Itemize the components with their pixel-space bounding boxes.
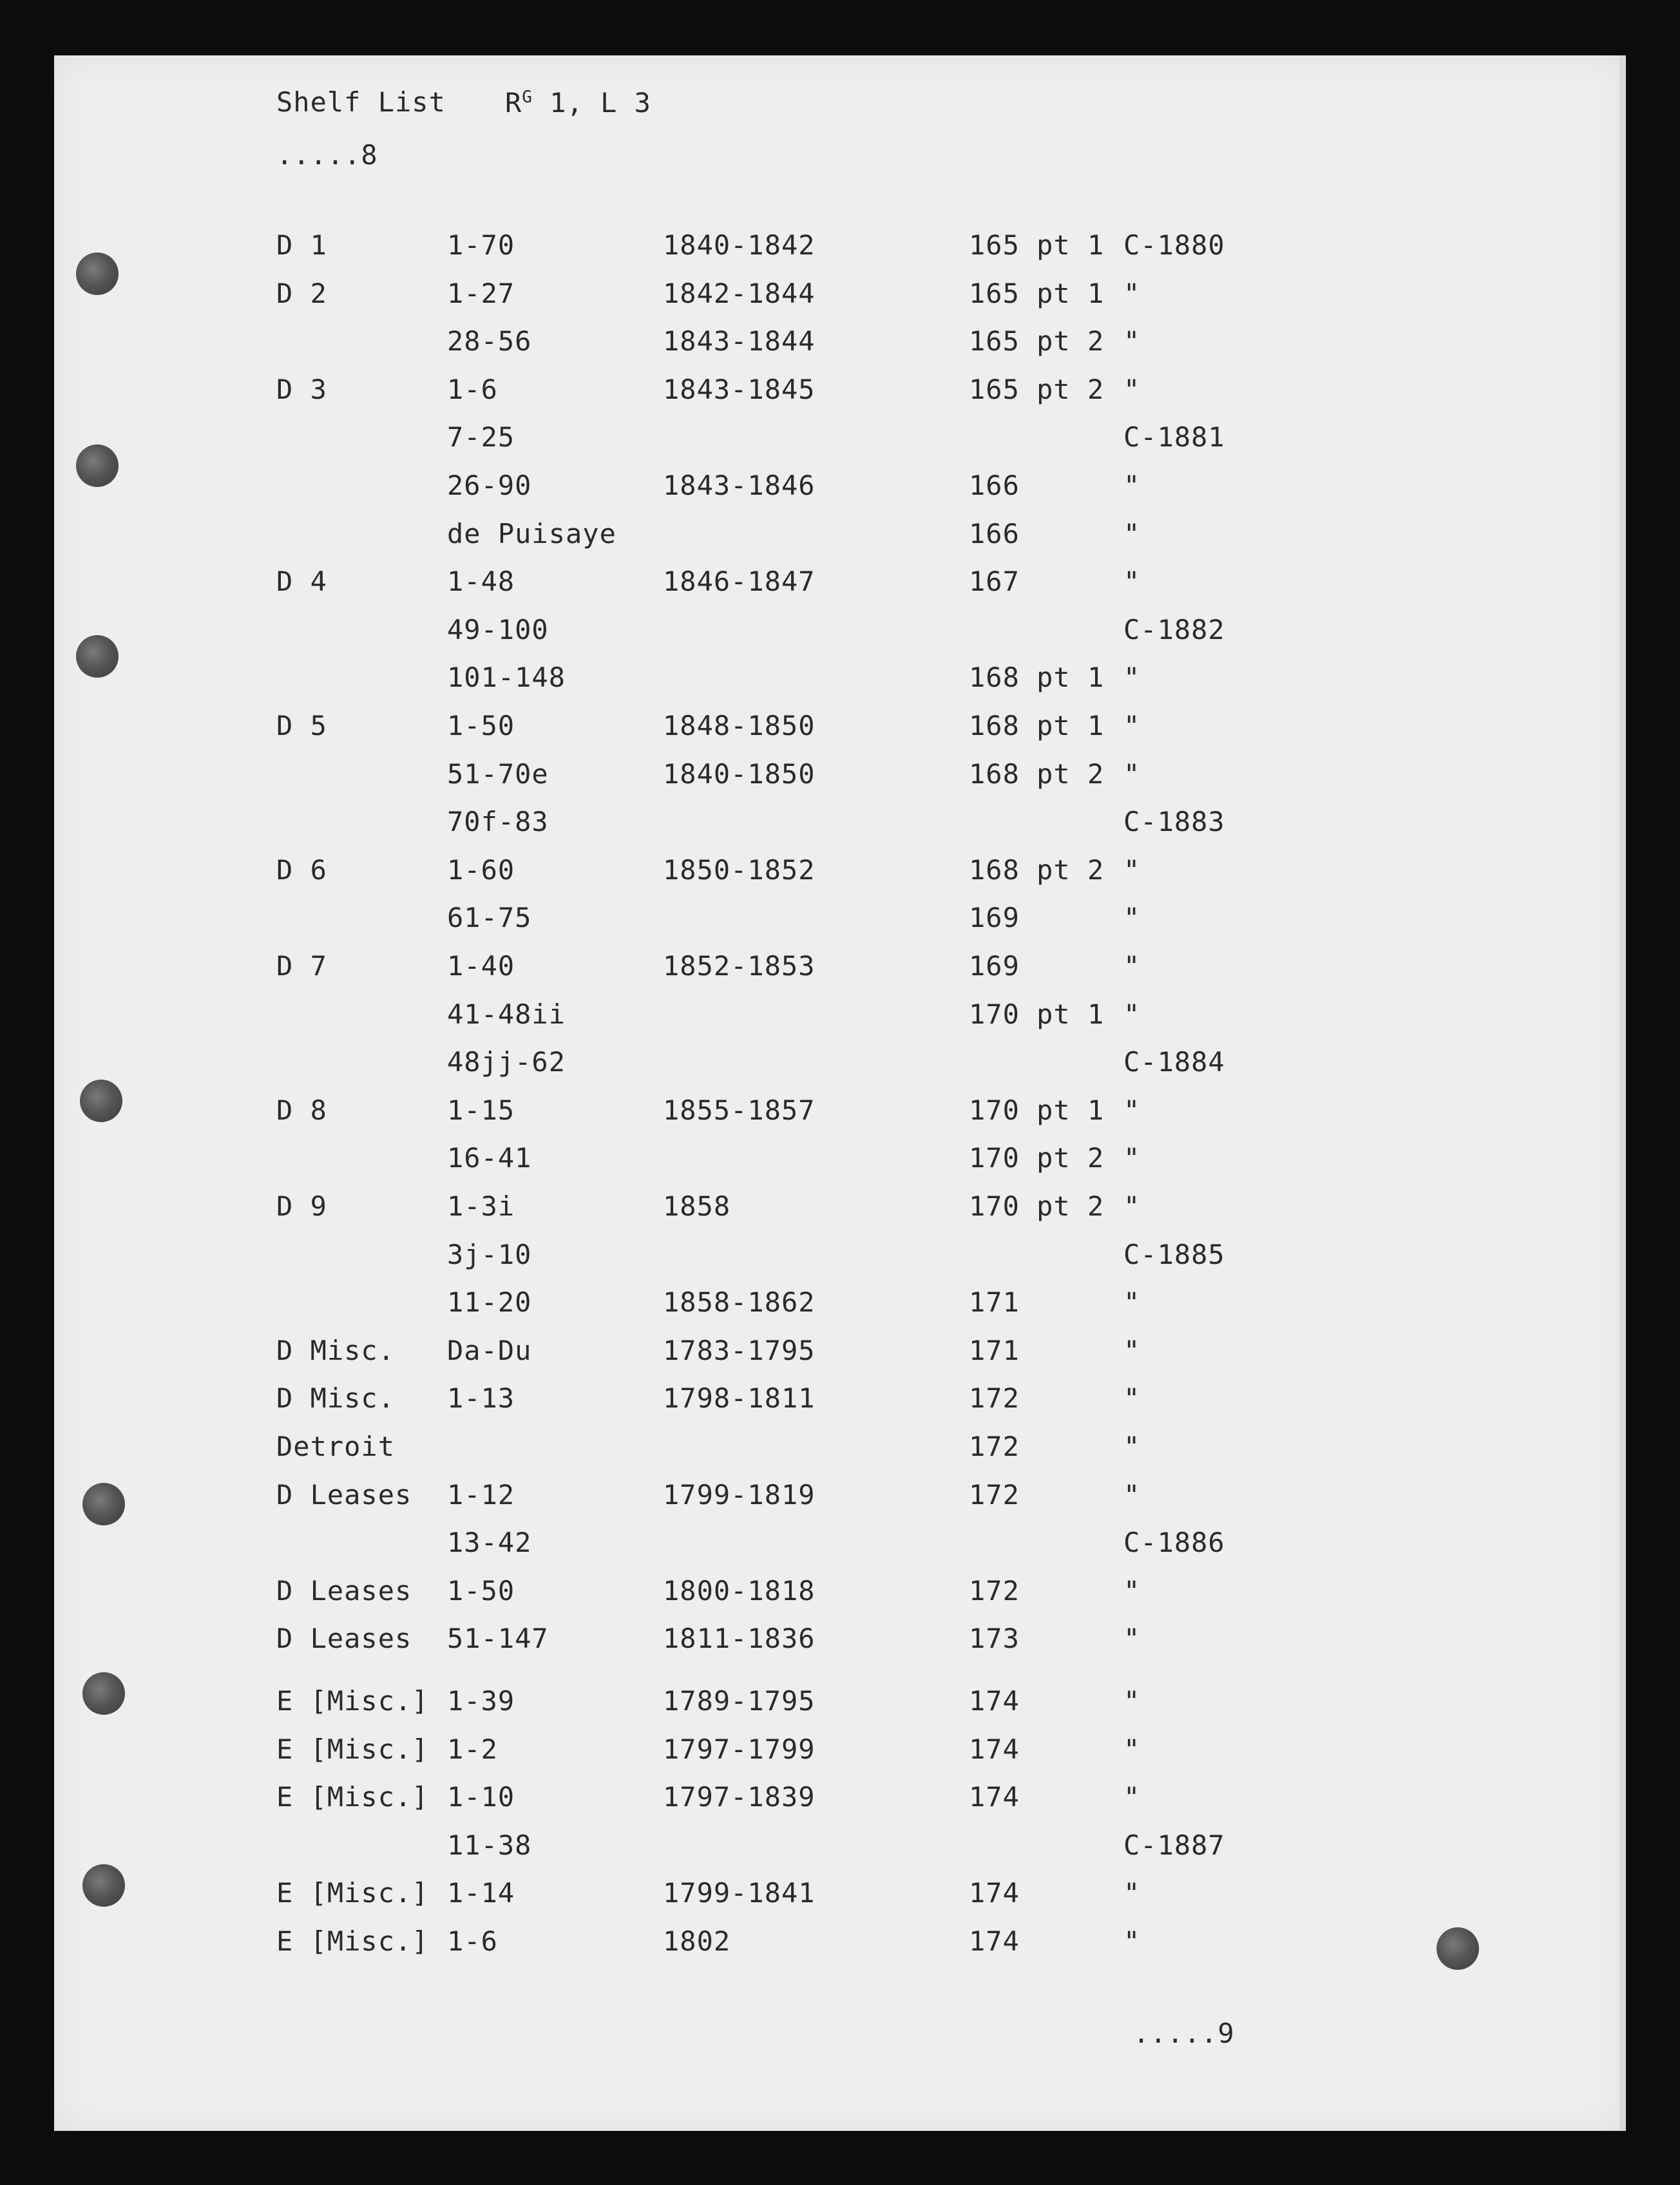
- items-cell: 1-60: [447, 854, 515, 886]
- table-row: [54, 613, 1626, 655]
- reel-cell: ": [1123, 1733, 1141, 1765]
- reel-cell: ": [1123, 1382, 1141, 1415]
- items-cell: 3j-10: [447, 1238, 532, 1270]
- volume-cell: 165 pt 2: [969, 373, 1105, 405]
- reel-cell: ": [1123, 470, 1141, 501]
- table-row: [54, 1877, 1626, 1918]
- reel-cell: ": [1123, 1286, 1141, 1319]
- table-row: [54, 712, 1626, 751]
- dates-cell: 1843-1846: [663, 470, 816, 501]
- dates-cell: 1843-1845: [663, 373, 816, 405]
- dates-cell: 1802: [663, 1925, 731, 1957]
- volume-cell: 170 pt 2: [969, 1142, 1105, 1174]
- items-cell: 41-48ii: [447, 998, 566, 1030]
- volume-cell: 166: [969, 470, 1020, 501]
- volume-cell: 168 pt 2: [969, 758, 1105, 790]
- table-row: [54, 373, 1626, 415]
- table-row: [54, 758, 1626, 799]
- items-cell: 1-70: [447, 229, 515, 261]
- dates-cell: 1852-1853: [663, 950, 816, 982]
- table-row: [54, 229, 1626, 271]
- items-cell: 1-50: [447, 1574, 515, 1607]
- record-group-reference: $R^G$ 1, L 3: [505, 87, 651, 119]
- reel-cell: ": [1123, 902, 1141, 934]
- items-cell: de Puisaye: [447, 517, 616, 549]
- volume-cell: 165 pt 1: [969, 229, 1105, 261]
- items-cell: 26-90: [447, 470, 532, 501]
- dates-cell: 1850-1852: [663, 854, 816, 886]
- volume-cell: 170 pt 1: [969, 998, 1105, 1030]
- dates-cell: 1840-1842: [663, 229, 816, 261]
- series-cell: D Misc.: [276, 1382, 396, 1415]
- table-row: [54, 1829, 1626, 1871]
- items-cell: 1-39: [447, 1685, 515, 1717]
- volume-cell: 174: [969, 1685, 1020, 1717]
- dates-cell: 1848-1850: [663, 710, 816, 741]
- series-cell: E [Misc.]: [276, 1877, 429, 1909]
- reel-cell: ": [1123, 758, 1141, 790]
- table-row: [54, 1529, 1626, 1568]
- items-cell: 11-20: [447, 1286, 532, 1319]
- table-row: [54, 1094, 1626, 1136]
- items-cell: 48jj-62: [447, 1046, 566, 1078]
- series-cell: E [Misc.]: [276, 1733, 429, 1765]
- items-cell: 61-75: [447, 902, 532, 934]
- volume-cell: 165 pt 1: [969, 277, 1105, 309]
- table-row: [54, 1382, 1626, 1424]
- items-cell: 1-14: [447, 1877, 515, 1909]
- volume-cell: 170 pt 2: [969, 1190, 1105, 1222]
- dates-cell: 1783-1795: [663, 1334, 816, 1366]
- table-row: [54, 1286, 1626, 1328]
- dates-cell: 1797-1799: [663, 1733, 816, 1765]
- series-cell: D Leases: [276, 1574, 412, 1607]
- table-row: [54, 854, 1626, 895]
- dates-cell: 1840-1850: [663, 758, 816, 790]
- volume-cell: 168 pt 1: [969, 710, 1105, 741]
- volume-cell: 174: [969, 1925, 1020, 1957]
- reel-cell: ": [1123, 566, 1141, 598]
- series-cell: Detroit: [276, 1431, 396, 1462]
- volume-cell: 172: [969, 1478, 1020, 1511]
- volume-cell: 168 pt 1: [969, 662, 1105, 694]
- reel-cell: ": [1123, 1190, 1141, 1222]
- series-cell: D Leases: [276, 1623, 412, 1655]
- reel-cell: ": [1123, 517, 1141, 549]
- table-row: [54, 808, 1626, 847]
- reel-cell: ": [1123, 710, 1141, 741]
- reel-cell: ": [1123, 373, 1141, 405]
- dates-cell: 1811-1836: [663, 1623, 816, 1655]
- table-row: [54, 1925, 1626, 1967]
- table-row: [54, 1190, 1626, 1232]
- series-cell: D 3: [276, 373, 327, 405]
- volume-cell: 172: [969, 1431, 1020, 1462]
- table-row: [54, 950, 1626, 991]
- volume-cell: 174: [969, 1877, 1020, 1909]
- reel-cell: ": [1123, 854, 1141, 886]
- items-cell: 1-40: [447, 950, 515, 982]
- reel-cell: ": [1123, 998, 1141, 1030]
- items-cell: 1-6: [447, 1925, 498, 1957]
- series-cell: D 8: [276, 1094, 327, 1126]
- items-cell: 28-56: [447, 325, 532, 358]
- reel-cell: ": [1123, 950, 1141, 982]
- reel-cell: ": [1123, 1781, 1141, 1813]
- table-row: [54, 1238, 1626, 1280]
- dates-cell: 1789-1795: [663, 1685, 816, 1717]
- dates-cell: 1800-1818: [663, 1574, 816, 1607]
- reel-cell: ": [1123, 1478, 1141, 1511]
- table-row: [54, 568, 1626, 607]
- table-row: [54, 1142, 1626, 1183]
- volume-cell: 174: [969, 1781, 1020, 1813]
- document-page: [54, 55, 1626, 2131]
- reel-cell: ": [1123, 1574, 1141, 1607]
- volume-cell: 168 pt 2: [969, 854, 1105, 886]
- items-cell: 13-42: [447, 1527, 532, 1559]
- reel-cell: ": [1123, 1925, 1141, 1957]
- table-row: [54, 1433, 1626, 1472]
- continued-on-marker: .....9: [1133, 2018, 1235, 2049]
- series-cell: D Misc.: [276, 1334, 396, 1366]
- items-cell: 1-6: [447, 373, 498, 405]
- table-row: [54, 517, 1626, 559]
- reel-cell: ": [1123, 662, 1141, 694]
- table-row: [54, 1781, 1626, 1822]
- reel-cell: C-1884: [1123, 1046, 1225, 1078]
- items-cell: 1-13: [447, 1382, 515, 1415]
- volume-cell: 171: [969, 1334, 1020, 1366]
- volume-cell: 170 pt 1: [969, 1094, 1105, 1126]
- series-cell: D 7: [276, 950, 327, 982]
- dates-cell: 1798-1811: [663, 1382, 816, 1415]
- table-row: [54, 1334, 1626, 1376]
- items-cell: 1-2: [447, 1733, 498, 1765]
- dates-cell: 1799-1841: [663, 1877, 816, 1909]
- series-cell: D 4: [276, 566, 327, 598]
- volume-cell: 169: [969, 902, 1020, 934]
- reel-cell: ": [1123, 1142, 1141, 1174]
- reel-cell: C-1883: [1123, 806, 1225, 838]
- items-cell: 1-50: [447, 710, 515, 741]
- dates-cell: 1797-1839: [663, 1781, 816, 1813]
- reel-cell: ": [1123, 277, 1141, 309]
- series-cell: E [Misc.]: [276, 1925, 429, 1957]
- items-cell: 101-148: [447, 662, 566, 694]
- items-cell: 1-12: [447, 1478, 515, 1511]
- dates-cell: 1855-1857: [663, 1094, 816, 1126]
- volume-cell: 173: [969, 1623, 1020, 1655]
- table-row: [54, 904, 1626, 943]
- reel-cell: ": [1123, 1094, 1141, 1126]
- reel-cell: C-1881: [1123, 421, 1225, 453]
- reel-cell: ": [1123, 325, 1141, 358]
- table-row: [54, 664, 1626, 703]
- reel-cell: ": [1123, 1685, 1141, 1717]
- items-cell: 1-15: [447, 1094, 515, 1126]
- items-cell: 1-27: [447, 277, 515, 309]
- volume-cell: 165 pt 2: [969, 325, 1105, 358]
- items-cell: 1-48: [447, 566, 515, 598]
- items-cell: Da-Du: [447, 1334, 532, 1366]
- table-row: [54, 1574, 1626, 1616]
- table-row: [54, 277, 1626, 319]
- table-row: [54, 1046, 1626, 1087]
- series-cell: D 6: [276, 854, 327, 886]
- table-row: [54, 1478, 1626, 1520]
- volume-cell: 166: [969, 517, 1020, 549]
- table-row: [54, 472, 1626, 511]
- items-cell: 1-3i: [447, 1190, 515, 1222]
- items-cell: 7-25: [447, 421, 515, 453]
- items-cell: 51-147: [447, 1623, 549, 1655]
- table-row: [54, 1733, 1626, 1775]
- continued-from-marker: .....8: [276, 139, 378, 171]
- volume-cell: 172: [969, 1574, 1020, 1607]
- series-cell: D Leases: [276, 1478, 412, 1511]
- table-row: [54, 325, 1626, 367]
- series-cell: D 2: [276, 277, 327, 309]
- volume-cell: 172: [969, 1382, 1020, 1415]
- items-cell: 70f-83: [447, 806, 549, 838]
- items-cell: 1-10: [447, 1781, 515, 1813]
- dates-cell: 1799-1819: [663, 1478, 816, 1511]
- items-cell: 16-41: [447, 1142, 532, 1174]
- reel-cell: ": [1123, 1431, 1141, 1462]
- table-row: [54, 421, 1626, 463]
- dates-cell: 1846-1847: [663, 566, 816, 598]
- volume-cell: 167: [969, 566, 1020, 598]
- volume-cell: 174: [969, 1733, 1020, 1765]
- series-cell: D 1: [276, 229, 327, 261]
- volume-cell: 169: [969, 950, 1020, 982]
- page-title: Shelf List: [276, 86, 446, 118]
- reel-cell: ": [1123, 1623, 1141, 1655]
- series-cell: E [Misc.]: [276, 1781, 429, 1813]
- items-cell: 51-70e: [447, 758, 549, 790]
- dates-cell: 1858-1862: [663, 1286, 816, 1319]
- table-row: [54, 1685, 1626, 1726]
- items-cell: 49-100: [447, 613, 549, 645]
- series-cell: D 9: [276, 1190, 327, 1222]
- items-cell: 11-38: [447, 1829, 532, 1861]
- dates-cell: 1843-1844: [663, 325, 816, 358]
- dates-cell: 1858: [663, 1190, 731, 1222]
- table-row: [54, 998, 1626, 1040]
- series-cell: D 5: [276, 710, 327, 741]
- table-row: [54, 1625, 1626, 1664]
- reel-cell: ": [1123, 1334, 1141, 1366]
- series-cell: E [Misc.]: [276, 1685, 429, 1717]
- reel-cell: C-1882: [1123, 613, 1225, 645]
- reel-cell: C-1885: [1123, 1238, 1225, 1270]
- dates-cell: 1842-1844: [663, 277, 816, 309]
- reel-cell: C-1887: [1123, 1829, 1225, 1861]
- reel-cell: C-1886: [1123, 1527, 1225, 1559]
- reel-cell: ": [1123, 1877, 1141, 1909]
- volume-cell: 171: [969, 1286, 1020, 1319]
- reel-cell: C-1880: [1123, 229, 1225, 261]
